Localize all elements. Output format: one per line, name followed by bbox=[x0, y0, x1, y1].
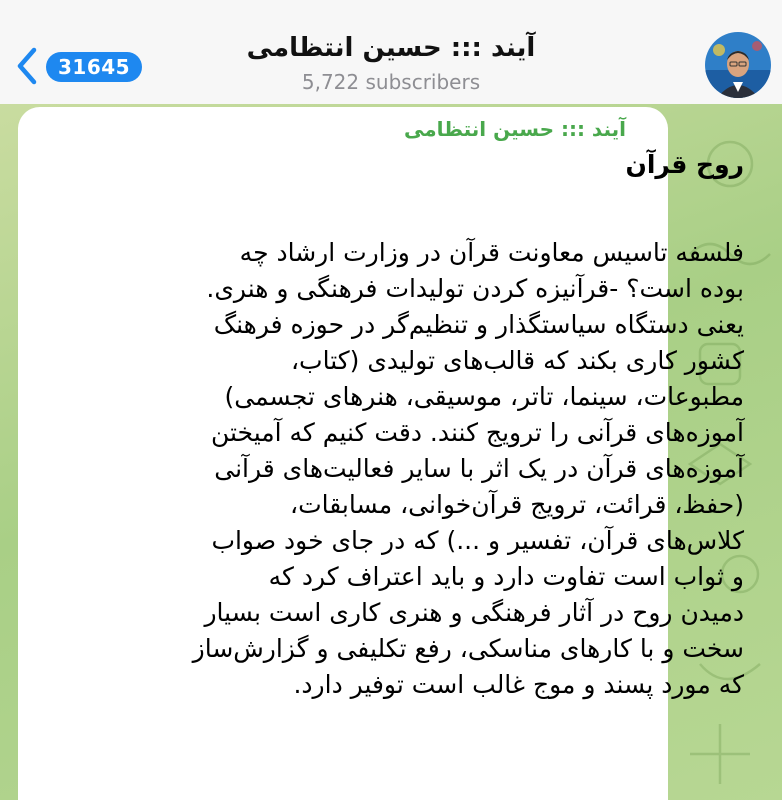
post-line: کلاس‌های قرآن، تفسیر و ...) که در جای خود صواب bbox=[211, 526, 744, 555]
subscriber-count: 5,722 subscribers bbox=[301, 70, 481, 94]
chevron-left-icon bbox=[15, 46, 39, 86]
channel-title[interactable]: آیند ::: حسین انتظامی bbox=[246, 33, 536, 63]
back-button[interactable] bbox=[6, 40, 48, 92]
channel-avatar[interactable] bbox=[705, 32, 771, 98]
post-line: آموزه‌های قرآن در یک اثر با سایر فعالیت‌های قرآنی bbox=[214, 454, 744, 483]
post-line: و ثواب است تفاوت دارد و باید اعتراف کرد که bbox=[268, 562, 744, 591]
post-line: فلسفه تاسیس معاونت قرآن در وزارت ارشاد چه bbox=[239, 238, 744, 267]
post-line: (حفظ، قرائت، ترویج قرآن‌خوانی، مسابقات، bbox=[290, 490, 744, 519]
post-line: سخت و با کارهای مناسکی، رفع تکلیفی و گزارش‌ساز bbox=[192, 634, 744, 663]
chat-header bbox=[0, 0, 782, 104]
post-line: مطبوعات، سینما، تاتر، موسیقی، هنرهای تجسمی) bbox=[224, 382, 744, 411]
post-line: کشور کاری بکند که قالب‌های تولیدی (کتاب، bbox=[290, 346, 744, 375]
post-line: یعنی دستگاه سیاستگذار و تنظیم‌گر در حوزه فرهنگ bbox=[213, 310, 744, 339]
post-body bbox=[144, 235, 744, 703]
message-sender-name[interactable]: آیند ::: حسین انتظامی bbox=[403, 117, 626, 141]
post-line: بوده است؟ -قرآنیزه کردن تولیدات فرهنگی و هنری. bbox=[206, 274, 744, 303]
post-line: دمیدن روح در آثار فرهنگی و هنری کاری است بسیار bbox=[204, 598, 744, 627]
post-line: آموزه‌های قرآنی را ترویج کنند. دقت کنیم که آمیختن bbox=[210, 418, 744, 447]
unread-count-badge[interactable]: 31645 bbox=[46, 52, 142, 82]
post-line: که مورد پسند و موج غالب است توفیر دارد. bbox=[293, 670, 744, 699]
post-title: روح قرآن bbox=[625, 150, 744, 179]
avatar-photo-icon bbox=[705, 32, 771, 98]
